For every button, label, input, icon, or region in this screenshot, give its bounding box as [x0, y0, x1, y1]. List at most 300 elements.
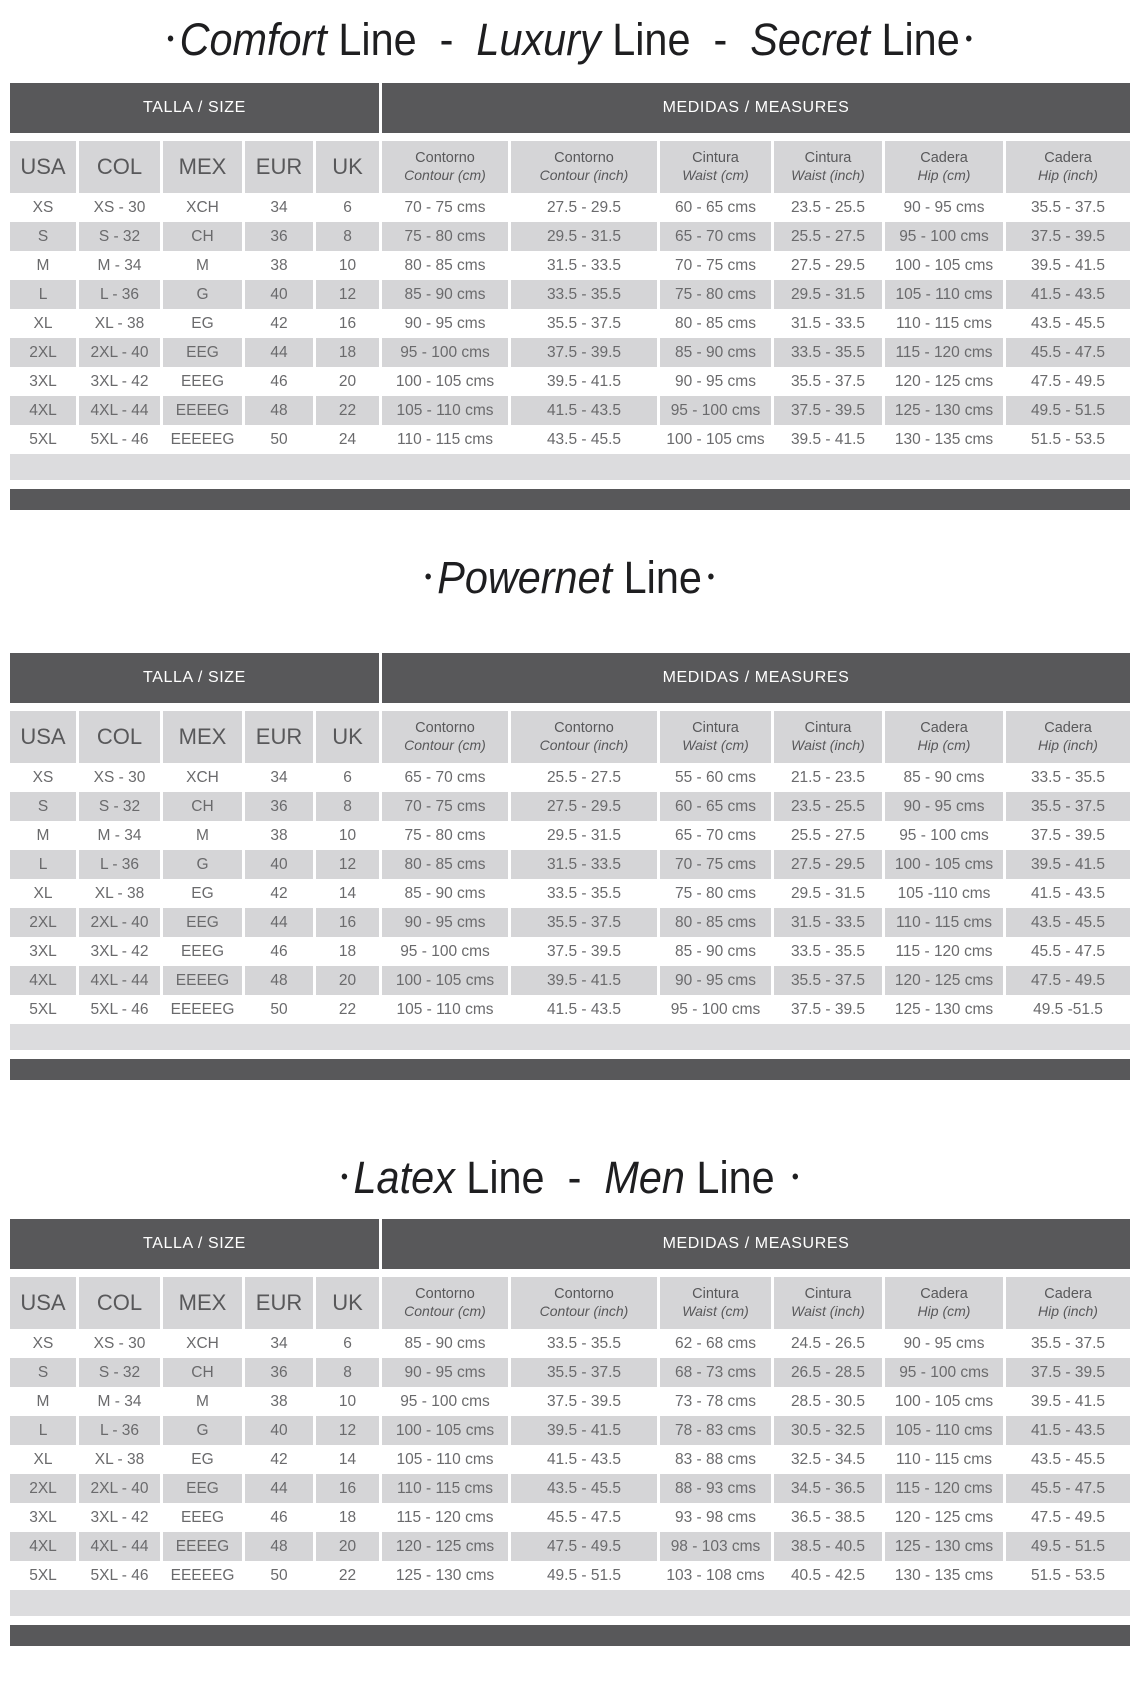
table-cell: L - 36 — [79, 280, 160, 309]
table-cell: L — [10, 850, 76, 879]
column-sublabel: Hip (inch) — [1038, 1303, 1098, 1319]
column-header — [79, 141, 160, 193]
table-cell: 115 - 120 cms — [885, 338, 1003, 367]
column-label: USA — [20, 154, 66, 179]
table-cell: L — [10, 1416, 76, 1445]
table-cell: 38 — [245, 251, 313, 280]
table-cell: 100 - 105 cms — [382, 367, 508, 396]
table-cell: 37.5 - 39.5 — [774, 995, 882, 1024]
table-cell: 43.5 - 45.5 — [1006, 309, 1130, 338]
column-sublabel: Waist (inch) — [791, 167, 865, 183]
table-cell: 23.5 - 25.5 — [774, 193, 882, 222]
table-cell: 41.5 - 43.5 — [1006, 879, 1130, 908]
title-bullet-icon: • — [425, 564, 433, 589]
table-cell: XL — [10, 1445, 76, 1474]
table-cell: 100 - 105 cms — [885, 251, 1003, 280]
column-sublabel: Waist (cm) — [682, 167, 749, 183]
table-cell: 43.5 - 45.5 — [511, 1474, 657, 1503]
column-label: EUR — [255, 724, 303, 749]
table-cell: M - 34 — [79, 821, 160, 850]
table-cell: 95 - 100 cms — [660, 995, 771, 1024]
medidas-measures-header: MEDIDAS / MEASURES — [382, 653, 1130, 703]
table-footer-band — [10, 1024, 1130, 1050]
title-segment: Line — [612, 552, 703, 603]
table-cell: S — [10, 222, 76, 251]
table-cell: 75 - 80 cms — [660, 280, 771, 309]
table-cell: 98 - 103 cms — [660, 1532, 771, 1561]
table-row — [10, 280, 1130, 309]
table-cell: 49.5 - 51.5 — [511, 1561, 657, 1590]
table-cell: 4XL — [10, 1532, 76, 1561]
column-header — [511, 1277, 657, 1329]
table-cell: 100 - 105 cms — [660, 425, 771, 454]
table-cell: M - 34 — [79, 1387, 160, 1416]
table-row — [10, 1561, 1130, 1590]
talla-size-header: TALLA / SIZE — [10, 653, 379, 703]
column-sublabel: Contour (cm) — [404, 1303, 486, 1319]
column-header — [245, 141, 313, 193]
table-cell: 70 - 75 cms — [382, 792, 508, 821]
table-cell: 43.5 - 45.5 — [1006, 1445, 1130, 1474]
table-cell: EEEEG — [163, 966, 242, 995]
table-cell: EEEEEG — [163, 995, 242, 1024]
table-row — [10, 879, 1130, 908]
table-cell: 5XL - 46 — [79, 995, 160, 1024]
column-sublabel: Contour (cm) — [404, 737, 486, 753]
column-label: MEX — [178, 154, 227, 179]
title-segment: Powernet — [437, 552, 613, 603]
table-cell: 85 - 90 cms — [382, 280, 508, 309]
column-header — [382, 1277, 508, 1329]
table-cell: 2XL — [10, 908, 76, 937]
column-header — [382, 141, 508, 193]
column-header — [245, 1277, 313, 1329]
table-cell: 24.5 - 26.5 — [774, 1329, 882, 1358]
table-cell: 95 - 100 cms — [885, 821, 1003, 850]
column-sublabel: Waist (cm) — [682, 1303, 749, 1319]
column-label: Cintura — [692, 720, 739, 736]
column-label: Contorno — [554, 1286, 614, 1302]
title-segment: Men — [604, 1152, 686, 1203]
table-cell: 4XL — [10, 396, 76, 425]
title-segment: Line — [327, 14, 417, 65]
table-cell: 75 - 80 cms — [382, 821, 508, 850]
table-cell: 35.5 - 37.5 — [1006, 193, 1130, 222]
table-cell: 120 - 125 cms — [885, 966, 1003, 995]
table-cell: 110 - 115 cms — [885, 1445, 1003, 1474]
table-cell: 50 — [245, 425, 313, 454]
table-cell: 31.5 - 33.5 — [774, 309, 882, 338]
table-cell: 4XL - 44 — [79, 966, 160, 995]
table-cell: 44 — [245, 338, 313, 367]
table-cell: 8 — [316, 1358, 379, 1387]
table-cell: 22 — [316, 1561, 379, 1590]
table-cell: 45.5 - 47.5 — [1006, 1474, 1130, 1503]
table-cell: 90 - 95 cms — [660, 367, 771, 396]
column-label: Cadera — [920, 1286, 968, 1302]
table-cell: 100 - 105 cms — [885, 850, 1003, 879]
table-cell: 88 - 93 cms — [660, 1474, 771, 1503]
table-cell: XS — [10, 1329, 76, 1358]
table-row — [10, 908, 1130, 937]
table-cell: S - 32 — [79, 792, 160, 821]
title-bullet-icon: • — [707, 564, 715, 589]
column-header — [316, 1277, 379, 1329]
table-cell: 46 — [245, 937, 313, 966]
table-cell: 42 — [245, 1445, 313, 1474]
column-label: UK — [332, 1290, 363, 1315]
table-cell: 95 - 100 cms — [660, 396, 771, 425]
table-cell: 5XL — [10, 995, 76, 1024]
table-cell: XL — [10, 309, 76, 338]
column-header — [163, 1277, 242, 1329]
size-table-section-1 — [10, 12, 1130, 510]
column-header — [1006, 1277, 1130, 1329]
table-cell: XS - 30 — [79, 763, 160, 792]
table-cell: 32.5 - 34.5 — [774, 1445, 882, 1474]
table-cell: 34 — [245, 1329, 313, 1358]
table-cell: 27.5 - 29.5 — [774, 251, 882, 280]
table-cell: 95 - 100 cms — [382, 338, 508, 367]
table-cell: 65 - 70 cms — [382, 763, 508, 792]
table-cell: S - 32 — [79, 1358, 160, 1387]
title-segment: Secret — [750, 14, 871, 65]
table-cell: 18 — [316, 937, 379, 966]
table-cell: 31.5 - 33.5 — [511, 251, 657, 280]
table-cell: 5XL — [10, 1561, 76, 1590]
table-row — [10, 966, 1130, 995]
title-bullet-icon: • — [341, 1164, 349, 1189]
table-cell: 105 - 110 cms — [382, 995, 508, 1024]
table-cell: 8 — [316, 222, 379, 251]
table-cell: 95 - 100 cms — [885, 1358, 1003, 1387]
table-cell: EEG — [163, 1474, 242, 1503]
table-cell: 6 — [316, 1329, 379, 1358]
table-cell: G — [163, 280, 242, 309]
table-cell: 22 — [316, 396, 379, 425]
table-row — [10, 251, 1130, 280]
table-cell: 23.5 - 25.5 — [774, 792, 882, 821]
table-cell: 10 — [316, 821, 379, 850]
table-cell: 14 — [316, 879, 379, 908]
table-cell: 39.5 - 41.5 — [511, 1416, 657, 1445]
table-cell: 29.5 - 31.5 — [511, 821, 657, 850]
table-cell: 29.5 - 31.5 — [774, 280, 882, 309]
column-label: UK — [332, 154, 363, 179]
table-cell: 103 - 108 cms — [660, 1561, 771, 1590]
table-section-bars — [10, 653, 1130, 703]
table-cell: EEEG — [163, 1503, 242, 1532]
table-cell: 115 - 120 cms — [885, 937, 1003, 966]
table-cell: 27.5 - 29.5 — [511, 193, 657, 222]
table-cell: 18 — [316, 338, 379, 367]
table-cell: 49.5 -51.5 — [1006, 995, 1130, 1024]
table-cell: 35.5 - 37.5 — [511, 1358, 657, 1387]
table-cell: 33.5 - 35.5 — [511, 879, 657, 908]
table-cell: 110 - 115 cms — [885, 309, 1003, 338]
tables-root — [10, 12, 1130, 1646]
table-cell: 29.5 - 31.5 — [511, 222, 657, 251]
table-cell: XL - 38 — [79, 1445, 160, 1474]
column-label: Contorno — [415, 720, 475, 736]
column-header — [316, 141, 379, 193]
column-label: Cintura — [692, 150, 739, 166]
table-cell: 85 - 90 cms — [660, 338, 771, 367]
table-cell: 16 — [316, 309, 379, 338]
table-cell: 6 — [316, 193, 379, 222]
table-cell: 41.5 - 43.5 — [511, 396, 657, 425]
table-cell: XCH — [163, 193, 242, 222]
table-cell: 20 — [316, 1532, 379, 1561]
table-cell: 120 - 125 cms — [885, 367, 1003, 396]
table-cell: XS - 30 — [79, 193, 160, 222]
table-row — [10, 1358, 1130, 1387]
table-cell: 48 — [245, 966, 313, 995]
table-cell: 125 - 130 cms — [885, 396, 1003, 425]
column-header — [511, 711, 657, 763]
table-cell: 31.5 - 33.5 — [774, 908, 882, 937]
table-cell: 49.5 - 51.5 — [1006, 396, 1130, 425]
column-header — [885, 1277, 1003, 1329]
table-cell: EG — [163, 879, 242, 908]
title-segment: - — [544, 1152, 605, 1203]
table-cell: 40 — [245, 280, 313, 309]
column-sublabel: Contour (inch) — [539, 167, 629, 183]
column-header — [79, 711, 160, 763]
table-cell: EEEEG — [163, 396, 242, 425]
table-cell: 93 - 98 cms — [660, 1503, 771, 1532]
table-cell: 70 - 75 cms — [382, 193, 508, 222]
table-cell: 43.5 - 45.5 — [1006, 908, 1130, 937]
table-cell: 115 - 120 cms — [885, 1474, 1003, 1503]
column-sublabel: Contour (cm) — [404, 167, 486, 183]
column-label: Contorno — [554, 150, 614, 166]
column-header — [774, 141, 882, 193]
title-segment: Line — [601, 14, 691, 65]
table-cell: 80 - 85 cms — [382, 251, 508, 280]
table-cell: EEEG — [163, 367, 242, 396]
table-cell: 36 — [245, 1358, 313, 1387]
table-cell: 120 - 125 cms — [885, 1503, 1003, 1532]
table-section-bars — [10, 1219, 1130, 1269]
table-cell: 51.5 - 53.5 — [1006, 1561, 1130, 1590]
table-cell: 100 - 105 cms — [382, 966, 508, 995]
table-cell: CH — [163, 222, 242, 251]
table-cell: 80 - 85 cms — [382, 850, 508, 879]
table-cell: 41.5 - 43.5 — [1006, 1416, 1130, 1445]
table-cell: 35.5 - 37.5 — [774, 966, 882, 995]
table-cell: 130 - 135 cms — [885, 425, 1003, 454]
table-cell: 49.5 - 51.5 — [1006, 1532, 1130, 1561]
talla-size-header: TALLA / SIZE — [10, 83, 379, 133]
table-cell: 33.5 - 35.5 — [774, 338, 882, 367]
table-cell: 105 - 110 cms — [382, 396, 508, 425]
table-cell: 45.5 - 47.5 — [511, 1503, 657, 1532]
table-cell: 6 — [316, 763, 379, 792]
table-cell: XS — [10, 193, 76, 222]
table-cell: 3XL - 42 — [79, 367, 160, 396]
column-label: UK — [332, 724, 363, 749]
table-cell: 75 - 80 cms — [382, 222, 508, 251]
table-cell: 60 - 65 cms — [660, 193, 771, 222]
table-cell: 95 - 100 cms — [885, 222, 1003, 251]
table-cell: XCH — [163, 763, 242, 792]
column-label: Cadera — [1044, 1286, 1092, 1302]
table-cell: 36.5 - 38.5 — [774, 1503, 882, 1532]
column-header — [660, 141, 771, 193]
column-label: Cadera — [1044, 150, 1092, 166]
table-cell: 73 - 78 cms — [660, 1387, 771, 1416]
table-cell: 3XL — [10, 937, 76, 966]
table-cell: 47.5 - 49.5 — [511, 1532, 657, 1561]
table-title-text — [420, 550, 721, 605]
table-cell: 34 — [245, 763, 313, 792]
table-cell: 42 — [245, 879, 313, 908]
table-cell: 39.5 - 41.5 — [1006, 251, 1130, 280]
table-cell: 120 - 125 cms — [382, 1532, 508, 1561]
table-cell: 90 - 95 cms — [885, 1329, 1003, 1358]
table-cell: 37.5 - 39.5 — [1006, 821, 1130, 850]
table-cell: 105 - 110 cms — [382, 1445, 508, 1474]
column-sublabel: Hip (cm) — [917, 167, 971, 183]
table-cell: CH — [163, 1358, 242, 1387]
table-cell: EEEEEG — [163, 1561, 242, 1590]
table-cell: 28.5 - 30.5 — [774, 1387, 882, 1416]
column-sublabel: Contour (inch) — [539, 1303, 629, 1319]
table-cell: L - 36 — [79, 850, 160, 879]
table-cell: 85 - 90 cms — [660, 937, 771, 966]
table-cell: 42 — [245, 309, 313, 338]
table-cell: 33.5 - 35.5 — [511, 280, 657, 309]
table-cell: 37.5 - 39.5 — [511, 937, 657, 966]
table-cell: 41.5 - 43.5 — [1006, 280, 1130, 309]
table-cell: EG — [163, 309, 242, 338]
table-cell: 125 - 130 cms — [885, 995, 1003, 1024]
table-title-text — [162, 12, 978, 67]
table-cell: 51.5 - 53.5 — [1006, 425, 1130, 454]
table-cell: 8 — [316, 792, 379, 821]
title-segment: - — [690, 14, 751, 65]
table-cell: 33.5 - 35.5 — [511, 1329, 657, 1358]
table-cell: L — [10, 280, 76, 309]
table-cell: 125 - 130 cms — [382, 1561, 508, 1590]
column-label: COL — [96, 1290, 143, 1315]
column-label: MEX — [178, 1290, 227, 1315]
table-cell: 46 — [245, 1503, 313, 1532]
table-cell: EEG — [163, 338, 242, 367]
table-cell: 12 — [316, 850, 379, 879]
column-label: USA — [20, 1290, 66, 1315]
table-cell: EEG — [163, 908, 242, 937]
table-cell: 36 — [245, 222, 313, 251]
table-cell: 16 — [316, 908, 379, 937]
column-sublabel: Waist (inch) — [791, 737, 865, 753]
table-footer-band — [10, 454, 1130, 480]
column-header-row — [10, 141, 1130, 193]
table-cell: EG — [163, 1445, 242, 1474]
table-cell: 18 — [316, 1503, 379, 1532]
table-cell: 12 — [316, 280, 379, 309]
table-row — [10, 222, 1130, 251]
table-cell: 37.5 - 39.5 — [511, 1387, 657, 1416]
column-sublabel: Hip (cm) — [917, 737, 971, 753]
table-cell: M — [163, 251, 242, 280]
table-cell: 62 - 68 cms — [660, 1329, 771, 1358]
table-cell: 130 - 135 cms — [885, 1561, 1003, 1590]
column-header — [316, 711, 379, 763]
table-cell: 83 - 88 cms — [660, 1445, 771, 1474]
table-cell: 44 — [245, 1474, 313, 1503]
table-cell: XS - 30 — [79, 1329, 160, 1358]
table-row — [10, 1445, 1130, 1474]
table-cell: 40.5 - 42.5 — [774, 1561, 882, 1590]
table-cell: 39.5 - 41.5 — [511, 367, 657, 396]
table-cell: 29.5 - 31.5 — [774, 879, 882, 908]
table-cell: 5XL — [10, 425, 76, 454]
column-label: Cintura — [804, 1286, 852, 1302]
column-sublabel: Hip (inch) — [1038, 167, 1098, 183]
table-cell: 115 - 120 cms — [382, 1503, 508, 1532]
table-cell: 4XL - 44 — [79, 396, 160, 425]
column-label: EUR — [255, 154, 303, 179]
column-sublabel: Waist (inch) — [791, 1303, 865, 1319]
table-cell: 2XL - 40 — [79, 338, 160, 367]
table-row — [10, 396, 1130, 425]
table-cell: 80 - 85 cms — [660, 309, 771, 338]
table-cell: 37.5 - 39.5 — [1006, 1358, 1130, 1387]
size-table-section-3 — [10, 1150, 1130, 1646]
table-cell: 100 - 105 cms — [885, 1387, 1003, 1416]
table-cell: 68 - 73 cms — [660, 1358, 771, 1387]
table-cell: 110 - 115 cms — [885, 908, 1003, 937]
table-cell: G — [163, 850, 242, 879]
table-cell: 60 - 65 cms — [660, 792, 771, 821]
column-header — [245, 711, 313, 763]
title-segment: Line — [870, 14, 961, 65]
column-sublabel: Hip (cm) — [917, 1303, 971, 1319]
table-cell: 37.5 - 39.5 — [774, 396, 882, 425]
table-cell: 39.5 - 41.5 — [1006, 850, 1130, 879]
table-cell: 125 - 130 cms — [885, 1532, 1003, 1561]
table-cell: XCH — [163, 1329, 242, 1358]
table-cell: 5XL - 46 — [79, 1561, 160, 1590]
column-header — [1006, 141, 1130, 193]
table-cell: S — [10, 792, 76, 821]
column-label: COL — [96, 154, 143, 179]
table-cell: 14 — [316, 1445, 379, 1474]
table-cell: 40 — [245, 850, 313, 879]
column-label: Contorno — [415, 1286, 475, 1302]
table-cell: 4XL — [10, 966, 76, 995]
table-cell: 21.5 - 23.5 — [774, 763, 882, 792]
title-bullet-icon: • — [965, 26, 973, 51]
table-cell: 70 - 75 cms — [660, 850, 771, 879]
table-cell: 55 - 60 cms — [660, 763, 771, 792]
table-cell: EEEEEG — [163, 425, 242, 454]
table-cell: 20 — [316, 966, 379, 995]
table-cell: 46 — [245, 367, 313, 396]
table-cell: 22 — [316, 995, 379, 1024]
table-cell: 90 - 95 cms — [382, 1358, 508, 1387]
talla-size-header: TALLA / SIZE — [10, 1219, 379, 1269]
column-header — [660, 711, 771, 763]
table-cell: M — [163, 821, 242, 850]
table-cell: 39.5 - 41.5 — [511, 966, 657, 995]
column-sublabel: Hip (inch) — [1038, 737, 1098, 753]
table-cell: 110 - 115 cms — [382, 425, 508, 454]
title-segment: - — [416, 14, 477, 65]
table-cell: S — [10, 1358, 76, 1387]
